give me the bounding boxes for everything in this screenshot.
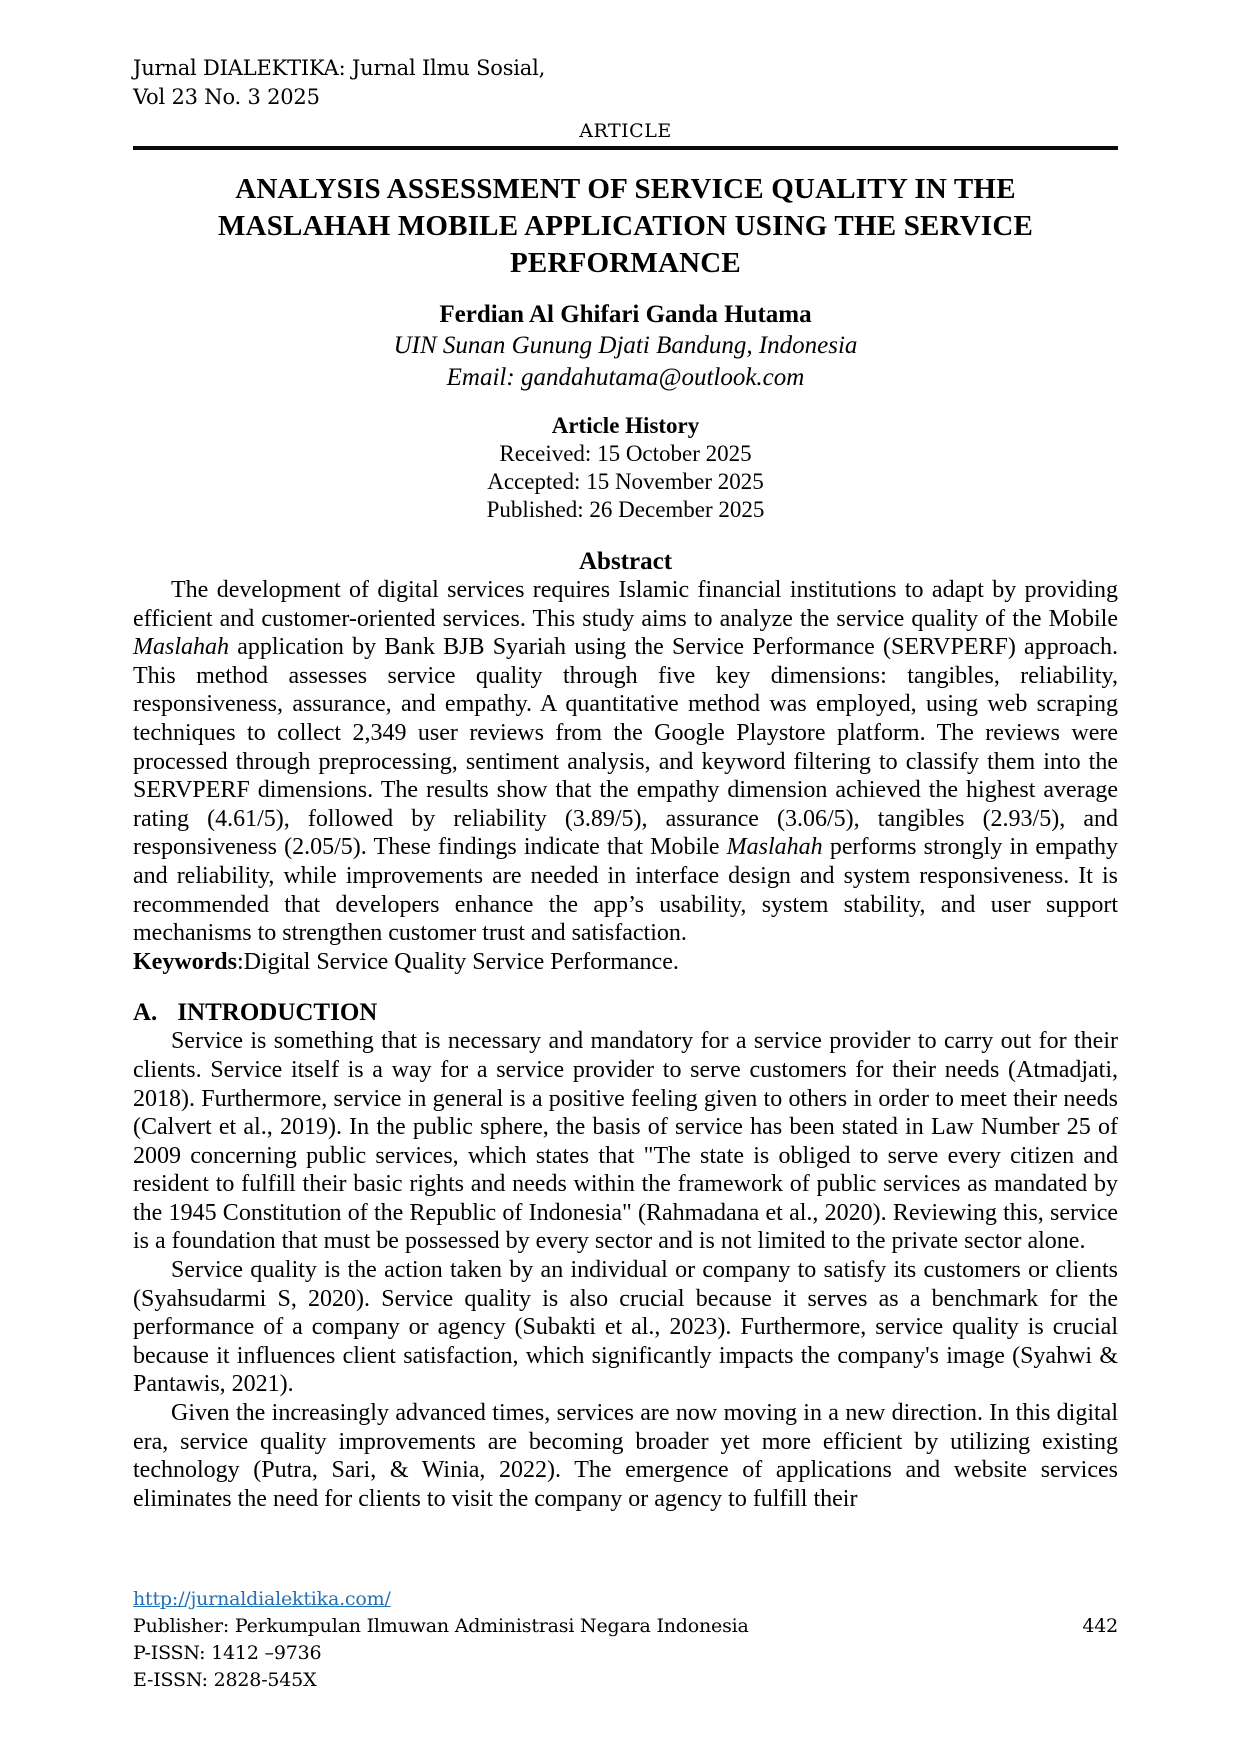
received-date: Received: 15 October 2025 [499,441,752,466]
article-history [133,412,1118,524]
header-divider-rule [133,146,1118,150]
author-email: Email: gandahutama@outlook.com [446,364,805,391]
p-issn: P-ISSN: 1412 –9736 [133,1642,322,1664]
accepted-date: Accepted: 15 November 2025 [487,469,764,494]
page-footer [133,1586,1118,1694]
introduction-paragraph-1: Service is something that is necessary and mandatory for a service provider to carry out for their clients. Service itself is a way for a service provider to serve customers for their needs (Atmadjati, 2018). Furthermore, service in general is a positive feeling given to others in order to meet their needs (Calvert et al., 2019). In the public sphere, the basis of service has been stated in Law Number 25 of 2009 concerning public services, which states that "The state is obliged to serve every citizen and resident to fulfill their basic rights and needs within the framework of public services as mandated by the 1945 Constitution of the Republic of Indonesia" (Rahmadana et al., 2020). Reviewing this, service is a foundation that must be possessed by every sector and is not limited to the private sector alone. [133,1028,1118,1255]
paper-title: ANALYSIS ASSESSMENT OF SERVICE QUALITY IN THE MASLAHAH MOBILE APPLICATION USING THE SERVICE PERFORMANCE [217,173,1034,279]
publisher-row [133,1613,1118,1640]
keywords-line [133,948,1118,977]
journal-url-link[interactable]: http://jurnaldialektika.com/ [133,1588,391,1610]
introduction-paragraph-3: Given the increasingly advanced times, services are now moving in a new direction. In this digital era, service quality improvements are becoming broader yet more efficient by utilizing existing technology (Putra, Sari, & Winia, 2022). The emergence of applications and website services eliminates the need for clients to visit the company or agency to fulfill their [133,1400,1118,1512]
keywords-text: :Digital Service Quality Service Performance. [237,948,679,975]
article-history-heading: Article History [551,413,700,438]
article-type-label: ARTICLE [579,120,672,142]
abstract-paragraph: The development of digital services requires Islamic financial institutions to adapt by providing efficient and customer-oriented services. This study aims to analyze the service quality of the Mobile Maslahah application by Bank BJB Syariah using the Service Performance (SERVPERF) approach. This method assesses service quality through five key dimensions: tangibles, reliability, responsiveness, assurance, and empathy. A quantitative method was employed, using web scraping techniques to collect 2,349 user reviews from the Google Playstore platform. The reviews were processed through preprocessing, sentiment analysis, and keyword filtering to classify them into the SERVPERF dimensions. The results show that the empathy dimension achieved the highest average rating (4.61/5), followed by reliability (3.89/5), assurance (3.06/5), tangibles (2.93/5), and responsiveness (2.05/5). These findings indicate that Mobile Maslahah performs strongly in empathy and reliability, while improvements are needed in interface design and system responsiveness. It is recommended that developers enhance the app’s usability, system stability, and user support mechanisms to strengthen customer trust and satisfaction. [133,577,1118,947]
author-name: Ferdian Al Ghifari Ganda Hutama [439,301,812,328]
published-date: Published: 26 December 2025 [486,497,765,522]
author-affiliation: UIN Sunan Gunung Djati Bandung, Indonesia [393,332,858,359]
page-number: 442 [1082,1615,1118,1637]
journal-header [133,54,1118,112]
introduction-heading [133,998,1118,1027]
e-issn: E-ISSN: 2828-545X [133,1669,317,1691]
journal-volume: Vol 23 No. 3 2025 [133,85,320,109]
section-title: INTRODUCTION [177,999,378,1027]
publisher-text: Publisher: Perkumpulan Ilmuwan Administrasi Negara Indonesia [133,1615,749,1637]
abstract-heading: Abstract [578,548,673,575]
section-number: A. [133,999,158,1027]
introduction-paragraph-2: Service quality is the action taken by an individual or company to satisfy its customers or clients (Syahsudarmi S, 2020). Service quality is also crucial because it serves as a benchmark for the performance of a company or agency (Subakti et al., 2023). Furthermore, service quality is crucial because it influences client satisfaction, which significantly impacts the company's image (Syahwi & Pantawis, 2021). [133,1257,1118,1398]
keywords-label: Keywords [133,948,237,975]
journal-name: Jurnal DIALEKTIKA: Jurnal Ilmu Sosial, [133,56,546,80]
